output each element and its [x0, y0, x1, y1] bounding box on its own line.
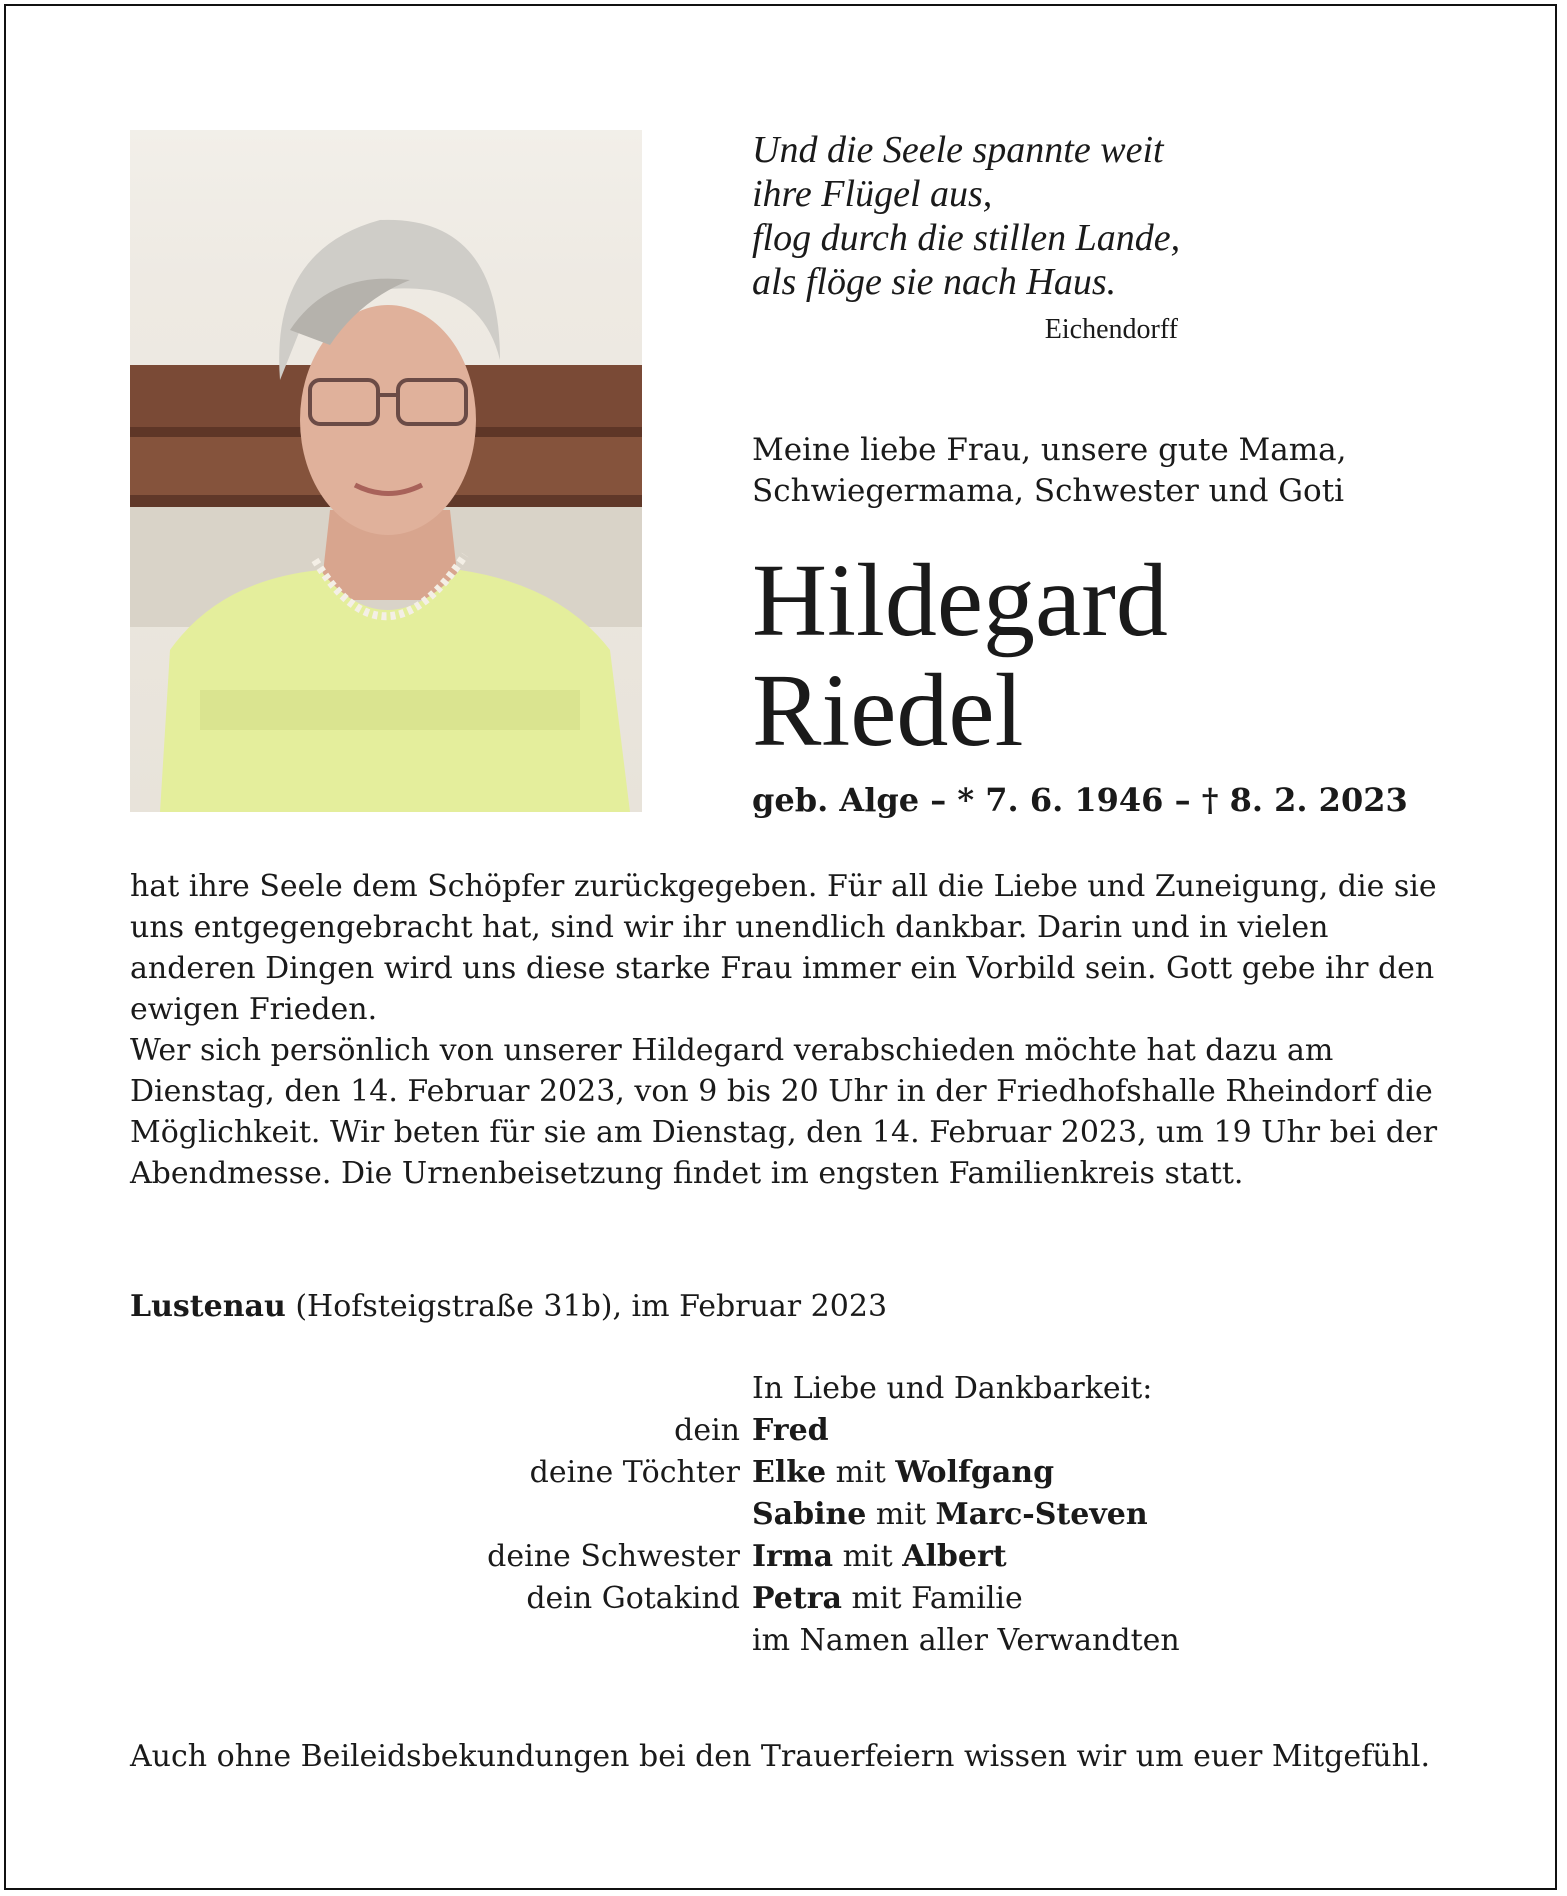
place-rest: (Hofsteigstraße 31b), im Februar 2023	[285, 1289, 888, 1324]
life-dates: geb. Alge – * 7. 6. 1946 – † 8. 2. 2023	[752, 781, 1408, 819]
body-text	[130, 866, 1440, 1194]
closing-note: Auch ohne Beileidsbekundungen bei den Trauerfeiern wissen wir um euer Mitgefühl.	[130, 1739, 1431, 1774]
relation-label	[130, 1494, 752, 1536]
mourner-name: Petra	[752, 1581, 842, 1616]
family-row	[130, 1620, 1440, 1662]
relatives-note: im Namen aller Verwandten	[752, 1623, 1180, 1658]
deceased-name	[752, 543, 1168, 768]
connector: mit	[833, 1539, 903, 1574]
portrait-illustration	[130, 130, 642, 812]
poem-line: ihre Flügel aus,	[752, 173, 993, 215]
mourner-name: Sabine	[752, 1497, 867, 1532]
mourner-name: Irma	[752, 1539, 834, 1574]
mourner-name: Wolfgang	[895, 1455, 1055, 1490]
connector: mit Familie	[841, 1581, 1023, 1616]
family-row	[130, 1578, 1440, 1620]
poem-line: flog durch die stillen Lande,	[752, 217, 1181, 259]
family-row	[130, 1494, 1440, 1536]
relation-label: deine Schwester	[487, 1539, 740, 1574]
family-row	[130, 1536, 1440, 1578]
family-row	[130, 1410, 1440, 1452]
family-heading: In Liebe und Dankbarkeit:	[752, 1371, 1153, 1406]
body-paragraph: Wer sich persönlich von unserer Hildegard verabschieden möchte hat dazu am Dienstag, den 14. Februar 2023, von 9 bis 20 Uhr in der Friedhofshalle Rheindorf die Möglichkeit. Wir beten für sie am Dienstag, den 14. Februar 2023, um 19 Uhr bei der Abendmesse. Die Urnenbeisetzung findet im engsten Familienkreis statt.	[130, 1033, 1438, 1191]
mourner-name: Elke	[752, 1455, 827, 1490]
first-name: Hildegard	[752, 543, 1168, 658]
family-row	[130, 1452, 1440, 1494]
intro-text	[752, 430, 1452, 512]
poem-line: als flöge sie nach Haus.	[752, 261, 1117, 303]
family-list	[130, 1368, 1440, 1662]
connector: mit	[826, 1455, 896, 1490]
relation-label: dein	[674, 1413, 740, 1448]
poem-author: Eichendorff	[1044, 314, 1178, 345]
mourner-name: Marc-Steven	[935, 1497, 1148, 1532]
relation-label: deine Töchter	[529, 1455, 740, 1490]
relation-label	[130, 1620, 752, 1662]
place-town: Lustenau	[130, 1289, 286, 1324]
mourner-name: Fred	[752, 1413, 829, 1448]
place-date-line	[130, 1286, 887, 1327]
last-name: Riedel	[752, 653, 1024, 768]
intro-line: Schwiegermama, Schwester und Goti	[752, 473, 1345, 509]
intro-line: Meine liebe Frau, unsere gute Mama,	[752, 432, 1347, 468]
portrait-photo	[130, 130, 642, 812]
relation-label: dein Gotakind	[526, 1581, 740, 1616]
mourner-name: Albert	[902, 1539, 1007, 1574]
body-paragraph: hat ihre Seele dem Schöpfer zurückgegeben. Für all die Liebe und Zuneigung, die sie uns entgegengebracht hat, sind wir ihr unendlich dankbar. Darin und in vielen anderen Dingen wird uns diese starke Frau immer ein Vorbild sein. Gott gebe ihr den ewigen Frieden.	[130, 869, 1437, 1027]
connector: mit	[866, 1497, 936, 1532]
poem	[752, 128, 1212, 350]
poem-line: Und die Seele spannte weit	[752, 129, 1164, 171]
